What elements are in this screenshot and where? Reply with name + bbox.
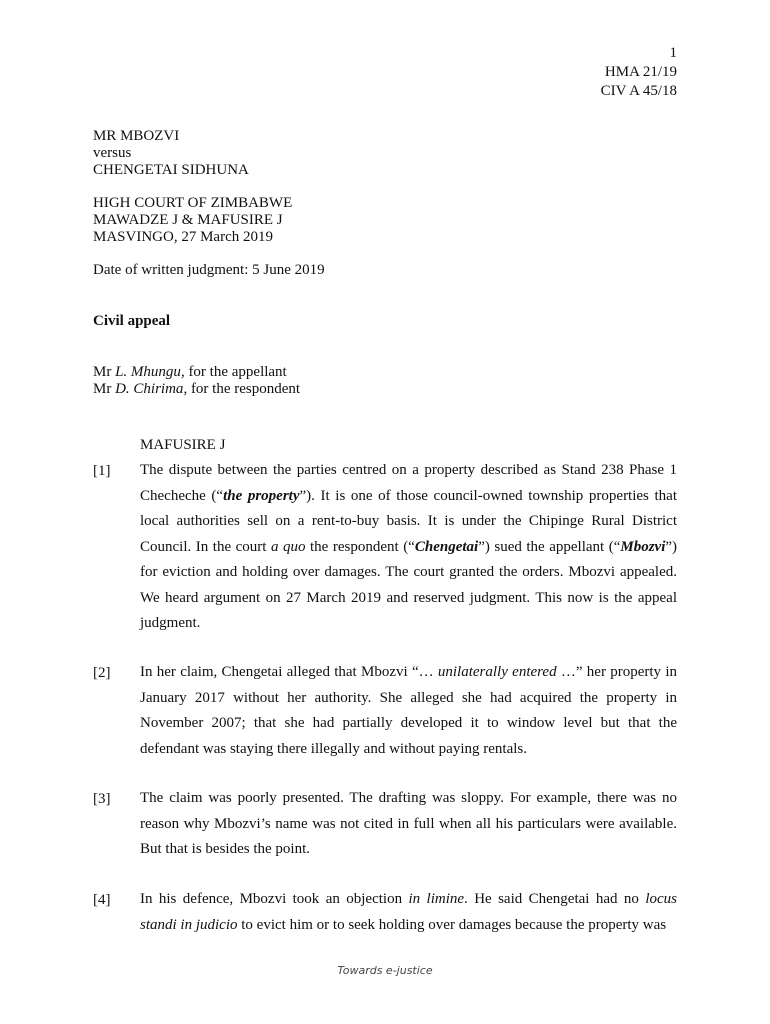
text-run: . He said Chengetai had no (464, 891, 646, 907)
defined-term: the property (223, 487, 300, 504)
paragraph-number: [3] (93, 791, 111, 807)
court-details (93, 195, 292, 246)
appellant-name: MR MBOZVI (93, 128, 180, 144)
appeal-reference: CIV A 45/18 (600, 83, 677, 99)
italic-phrase: in limine (408, 891, 465, 907)
paragraph-number: [1] (93, 463, 111, 479)
page-header (601, 44, 677, 101)
case-parties (93, 128, 249, 179)
paragraph-text (140, 660, 677, 762)
text-run: The dispute between the parties centred on a property described as Stand 238 Phase 1 Checheche (“ (140, 462, 677, 504)
text-run: ”). It is one of those council-owned township properties that local authorities sell on a rent-to-buy basis. It is under the Chipinge Rural District Council. In the court (140, 487, 677, 555)
paragraph-number: [2] (93, 665, 111, 681)
text-run: The claim was poorly presented. The drafting was sloppy. For example, there was no reason why Mbozvi’s name was not cited in full when all his particulars were available. But that is besides the point. (140, 790, 677, 857)
respondent-name: CHENGETAI SIDHUNA (93, 162, 249, 178)
text-run: ”) sued the appellant (“ (478, 538, 621, 555)
case-reference: HMA 21/19 (604, 64, 677, 80)
counsel-respondent: Mr D. Chirima, for the respondent (93, 381, 301, 397)
defined-term: Chengetai (414, 538, 479, 555)
paragraph-text (140, 887, 677, 938)
text-run: to evict him or to seek holding over damages because the property was (237, 916, 667, 933)
text-run: …” her property in January 2017 without her authority. She alleged she had acquired the property in November 2007; that she had partially developed it to window level but that the defendant was staying there illegally and without paying rentals. (140, 664, 678, 757)
versus-text: versus (93, 145, 132, 161)
page-number: 1 (669, 45, 677, 61)
court-name: HIGH COURT OF ZIMBABWE (93, 195, 293, 211)
defined-term: Mbozvi (620, 538, 666, 555)
italic-phrase: locus standi in judicio (140, 891, 677, 933)
paragraph-text (140, 786, 677, 863)
italic-phrase: unilaterally entered (437, 664, 557, 680)
judge-heading: MAFUSIRE J (140, 437, 226, 453)
counsel-appellant-name: L. Mhungu (115, 364, 181, 380)
page-footer: Towards e-justice (337, 964, 433, 977)
counsel-list (93, 364, 300, 398)
text-run: In her claim, Chengetai alleged that Mbozvi “… (140, 664, 438, 680)
paragraph-text (140, 458, 677, 637)
italic-phrase: a quo (270, 538, 306, 555)
text-run: In his defence, Mbozvi took an objection (140, 891, 409, 907)
paragraph-number: [4] (93, 892, 111, 908)
text-run: the respondent (“ (305, 538, 415, 555)
judges: MAWADZE J & MAFUSIRE J (93, 212, 283, 228)
judgment-date: Date of written judgment: 5 June 2019 (93, 262, 325, 278)
counsel-appellant: Mr L. Mhungu, for the appellant (93, 364, 287, 380)
hearing-place-date: MASVINGO, 27 March 2019 (93, 229, 273, 245)
case-type-heading: Civil appeal (93, 313, 171, 329)
counsel-respondent-name: D. Chirima (115, 381, 184, 397)
text-run: ”) for eviction and holding over damages. The court granted the orders. Mbozvi appealed. We heard argument on 27 March 2019 and reserved judgment. This now is the appeal judgment. (140, 538, 678, 631)
